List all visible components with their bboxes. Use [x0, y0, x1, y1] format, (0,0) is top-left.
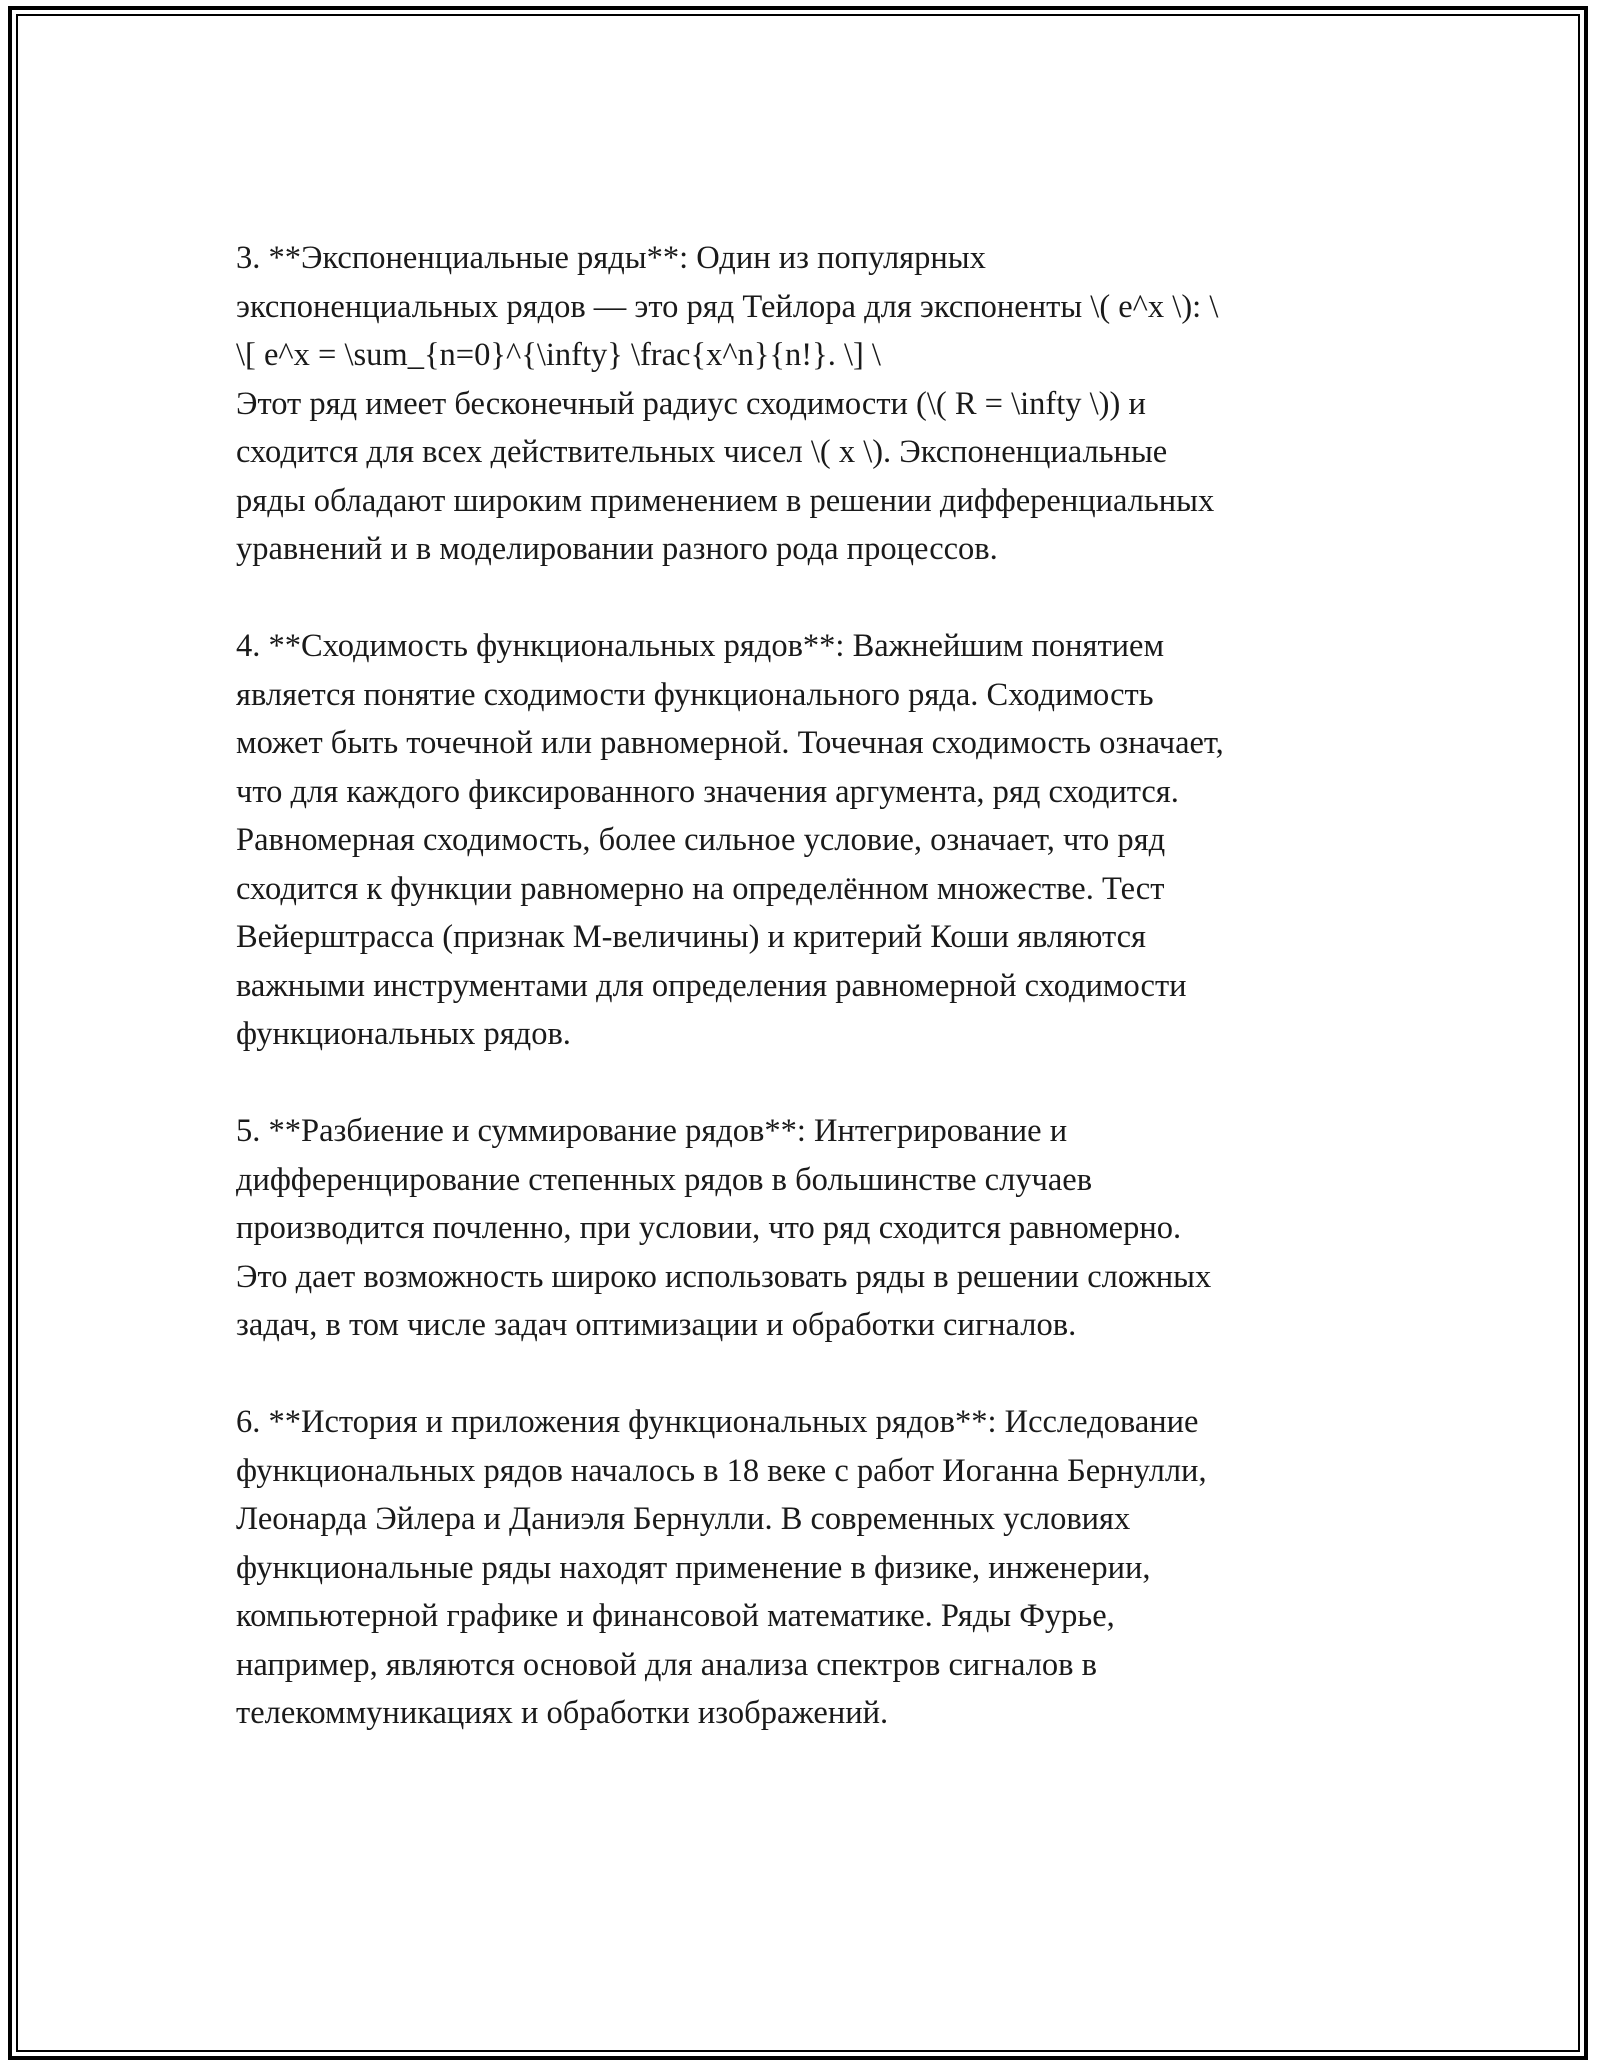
text-line: может быть точечной или равномерной. Точечная сходимость означает,: [236, 725, 1224, 761]
text-line: 3. **Экспоненциальные ряды**: Один из популярных: [236, 240, 986, 276]
text-line: функциональные ряды находят применение в физике, инженерии,: [236, 1549, 1151, 1586]
paragraph-functional-convergence: [236, 622, 1396, 1059]
text-line: \[ e^x = \sum_{n=0}^{\infty} \frac{x^n}{n!}. \] \: [236, 337, 881, 373]
paragraph-exponential-series: [236, 234, 1396, 574]
text-line: Вейерштрасса (признак M-величины) и критерий Коши являются: [236, 919, 1146, 955]
text-line: телекоммуникациях и обработки изображений.: [236, 1695, 889, 1731]
text-line: производится почленно, при условии, что ряд сходится равномерно.: [236, 1210, 1182, 1246]
text-line: важными инструментами для определения равномерной сходимости: [236, 967, 1187, 1004]
text-line: Леонарда Эйлера и Даниэля Бернулли. В современных условиях: [236, 1501, 1131, 1537]
text-line: уравнений и в моделировании разного рода процессов.: [236, 531, 998, 567]
document-body: [236, 234, 1396, 1786]
text-line: задач, в том числе задач оптимизации и обработки сигналов.: [236, 1307, 1077, 1343]
text-line: Это дает возможность широко использовать ряды в решении сложных: [236, 1258, 1212, 1295]
text-line: является понятие сходимости функционального ряда. Сходимость: [236, 676, 1154, 713]
text-line: что для каждого фиксированного значения аргумента, ряд сходится.: [236, 773, 1179, 810]
text-line: компьютерной графике и финансовой математике. Ряды Фурье,: [236, 1598, 1115, 1634]
text-line: функциональных рядов.: [236, 1016, 571, 1052]
text-line: 6. **История и приложения функциональных рядов**: Исследование: [236, 1404, 1199, 1440]
text-line: например, являются основой для анализа спектров сигналов в: [236, 1646, 1097, 1683]
text-line: экспоненциальных рядов — это ряд Тейлора для экспоненты \( e^x \): \: [236, 288, 1219, 325]
text-line: 5. **Разбиение и суммирование рядов**: Интегрирование и: [236, 1113, 1068, 1149]
text-line: Этот ряд имеет бесконечный радиус сходимости (\( R = \infty \)) и: [236, 385, 1146, 422]
text-line: дифференцирование степенных рядов в большинстве случаев: [236, 1161, 1093, 1198]
text-line: функциональных рядов началось в 18 веке с работ Иоганна Бернулли,: [236, 1452, 1207, 1489]
text-line: 4. **Сходимость функциональных рядов**: Важнейшим понятием: [236, 628, 1165, 664]
text-line: сходится для всех действительных чисел \( x \). Экспоненциальные: [236, 434, 1168, 470]
text-line: ряды обладают широким применением в решении дифференциальных: [236, 482, 1215, 519]
text-line: Равномерная сходимость, более сильное условие, означает, что ряд: [236, 822, 1166, 858]
text-line: сходится к функции равномерно на определённом множестве. Тест: [236, 870, 1165, 907]
paragraph-splitting-summation: [236, 1107, 1396, 1350]
paragraph-history-applications: [236, 1398, 1396, 1738]
